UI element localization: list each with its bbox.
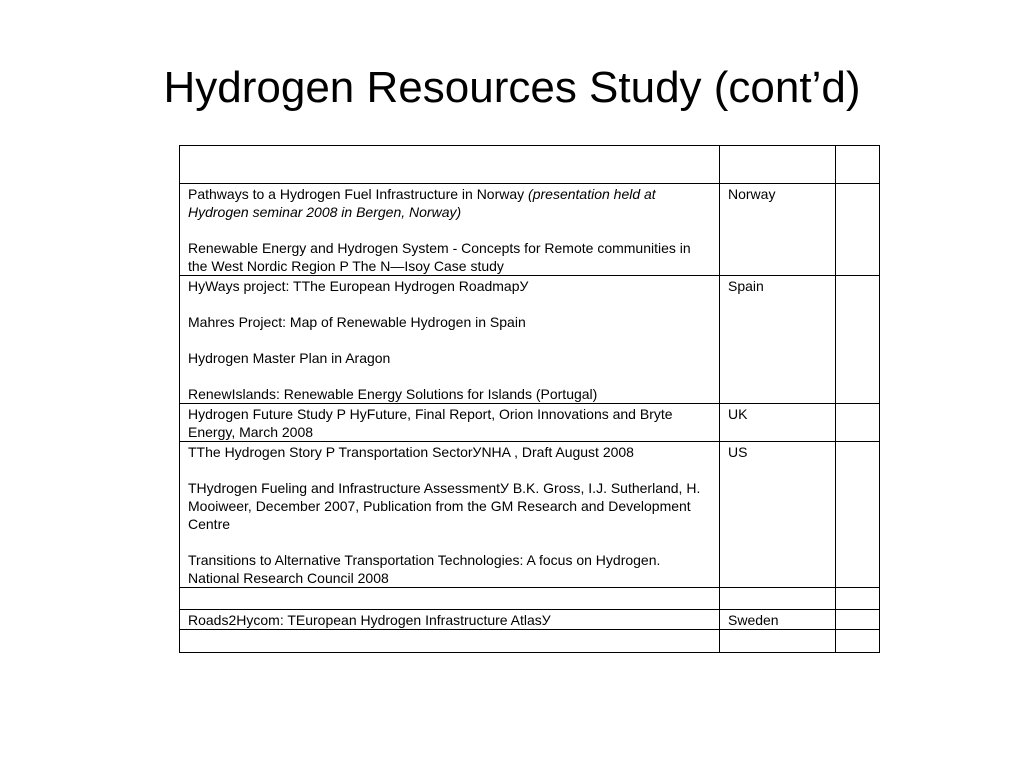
- study-entry: THydrogen Fueling and Infrastructure AssessmentУ B.K. Gross, I.J. Sutherland, H. Mooiweer, December 2007, Publication from the GM Research and Development Centre: [188, 480, 701, 532]
- table-header-row: [180, 146, 880, 184]
- study-entry: Renewable Energy and Hydrogen System - Concepts for Remote communities in the West Nordic Region P The N—Isoy Case study: [188, 240, 691, 274]
- study-title: Pathways to a Hydrogen Fuel Infrastructure in Norway: [188, 186, 529, 202]
- table-row-norway: [180, 184, 880, 276]
- study-entry: Hydrogen Master Plan in Aragon: [188, 350, 391, 366]
- studies-table: [179, 145, 880, 653]
- study-entry: [188, 185, 711, 221]
- country-cell: Spain: [720, 276, 836, 404]
- studies-cell: [180, 442, 720, 588]
- empty-cell: [180, 588, 720, 610]
- entry-spacer: [188, 331, 711, 349]
- table-row-sweden: [180, 610, 880, 630]
- extra-cell: [836, 184, 880, 276]
- country-cell: Sweden: [720, 610, 836, 630]
- entry-spacer: [188, 221, 711, 239]
- empty-cell: [720, 630, 836, 653]
- extra-cell: [836, 276, 880, 404]
- slide-title: Hydrogen Resources Study (cont’d): [163, 63, 861, 112]
- studies-cell: [180, 184, 720, 276]
- table-row-spain: [180, 276, 880, 404]
- entry-spacer: [188, 461, 711, 479]
- study-note: (presentation held at Hydrogen seminar 2008 in Bergen, Norway): [188, 186, 656, 220]
- studies-cell: [180, 610, 720, 630]
- table-row-us: [180, 442, 880, 588]
- study-entry: TThe Hydrogen Story P Transportation SectorУNHA , Draft August 2008: [188, 444, 634, 460]
- study-entry: Mahres Project: Map of Renewable Hydrogen in Spain: [188, 314, 526, 330]
- table-row-empty: [180, 630, 880, 653]
- study-entry: RenewIslands: Renewable Energy Solutions for Islands (Portugal): [188, 386, 598, 402]
- header-cell-extra: [836, 146, 880, 184]
- extra-cell: [836, 442, 880, 588]
- entry-spacer: [188, 367, 711, 385]
- empty-cell: [720, 588, 836, 610]
- header-cell-title: [180, 146, 720, 184]
- extra-cell: [836, 610, 880, 630]
- entry-spacer: [188, 533, 711, 551]
- header-cell-country: [720, 146, 836, 184]
- empty-cell: [180, 630, 720, 653]
- study-entry: Roads2Hycom: TEuropean Hydrogen Infrastructure AtlasУ: [188, 612, 551, 628]
- study-entry: Hydrogen Future Study P HyFuture, Final Report, Orion Innovations and Bryte Energy, March 2008: [188, 406, 673, 440]
- studies-cell: [180, 276, 720, 404]
- country-cell: US: [720, 442, 836, 588]
- country-cell: Norway: [720, 184, 836, 276]
- study-entry: HyWays project: TThe European Hydrogen RoadmapУ: [188, 278, 529, 294]
- entry-spacer: [188, 295, 711, 313]
- table-row-empty: [180, 588, 880, 610]
- empty-cell: [836, 588, 880, 610]
- extra-cell: [836, 404, 880, 442]
- study-entry: Transitions to Alternative Transportation Technologies: A focus on Hydrogen. National Research Council 2008: [188, 552, 661, 586]
- table-row-uk: [180, 404, 880, 442]
- studies-cell: [180, 404, 720, 442]
- empty-cell: [836, 630, 880, 653]
- country-cell: UK: [720, 404, 836, 442]
